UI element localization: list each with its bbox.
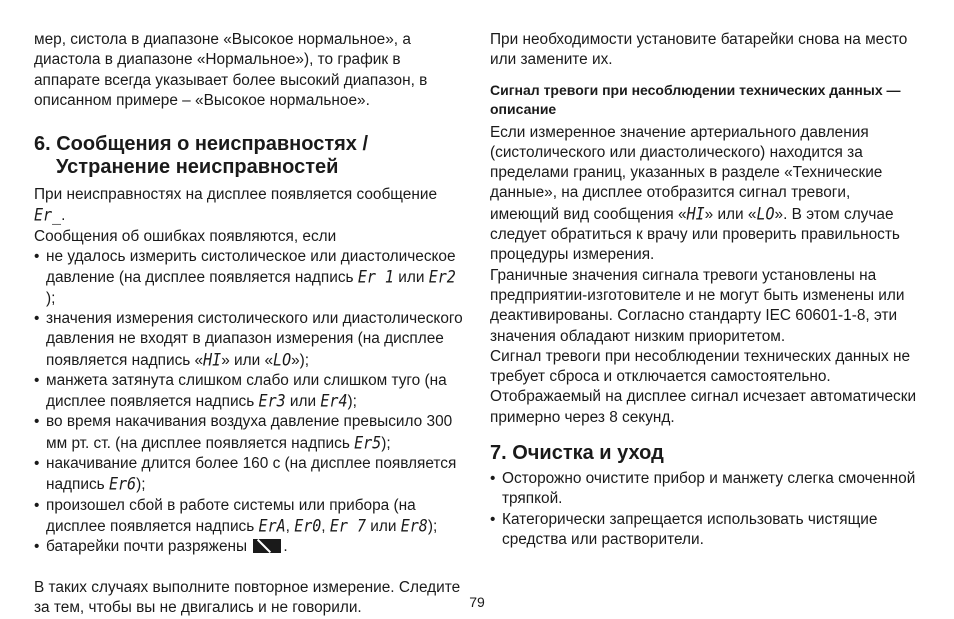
lcd-code-lo: LO bbox=[756, 203, 775, 225]
alarm-paragraph-1 bbox=[490, 123, 920, 266]
right-column bbox=[490, 30, 920, 550]
closing-paragraph: В таких случаях выполните повторное измерение. Следите за тем, чтобы вы не двигались и не говорили. bbox=[34, 578, 461, 616]
list-item bbox=[34, 309, 464, 371]
lcd-code-era: ErA bbox=[258, 515, 286, 537]
list-item-text: произошел сбой в работе системы или прибора (на дисплее появляется надпись bbox=[46, 496, 416, 535]
section-7-heading: 7. Очистка и уход bbox=[490, 442, 664, 465]
battery-paragraph: При необходимости установите батарейки снова на место или замените их. bbox=[490, 31, 908, 69]
list-item-text: »); bbox=[291, 351, 310, 369]
low-battery-icon bbox=[253, 539, 281, 553]
list-item-text: » или « bbox=[221, 351, 274, 369]
alarm-text: Если измеренное значение артериального давления (систолического или диастолического) находится за пределами границ, указанных в разделе «Технические данные», на дисплее отобразится сигнал тревоги, имеющий вид сообщения « bbox=[490, 123, 883, 223]
page-number: 79 bbox=[469, 594, 485, 610]
error-conditions-intro: Сообщения об ошибках появляются, если bbox=[34, 227, 337, 245]
list-item: • манжета затянута слишком слабо или слишком туго (на дисплее появляется надпись Er3 или Er4); bbox=[34, 371, 464, 413]
error-list bbox=[34, 247, 464, 557]
left-column bbox=[34, 30, 464, 618]
alarm-text: ». В этом случае следует обратиться к врачу или проверить правильность процедуры измерения. bbox=[490, 205, 900, 264]
lcd-code-er: Er_ bbox=[34, 205, 62, 226]
lcd-code-hi: HI bbox=[686, 203, 705, 225]
section-6-heading bbox=[34, 133, 464, 179]
lcd-code-er5: Er5 bbox=[354, 432, 382, 454]
alarm-paragraph-3: Сигнал тревоги при несоблюдении технических данных не требует сброса и отключается самостоятельно. Отображаемый на дисплее сигнал исчезает автоматически примерно через 8 секунд. bbox=[490, 347, 917, 426]
alarm-heading: Сигнал тревоги при несоблюдении технических данных — описание bbox=[490, 81, 901, 117]
intro-paragraph: мер, систола в диапазоне «Высокое нормальное», а диастола в диапазоне «Нормальное»), то график в аппарате всегда указывает более высокий диапазон, в описанном примере – «Высокое нормальное». bbox=[34, 31, 428, 109]
alarm-paragraph-2: Граничные значения сигнала тревоги установлены на предприятии-изготовителе и не могут быть изменены или деактивированы. Согласно стандарту IEC 60601-1-8, эти значения обладают низким приоритетом. bbox=[490, 266, 905, 345]
list-item: • во время накачивания воздуха давление превысило 300 мм рт. ст. (на дисплее появляется надпись Er5); bbox=[34, 412, 464, 454]
error-message-paragraph: При неисправностях на дисплее появляется сообщение Er_. bbox=[34, 186, 438, 226]
lcd-code-er3: Er3 bbox=[258, 390, 286, 412]
lcd-code-er0: Er0 bbox=[294, 515, 322, 537]
list-item: • батарейки почти разряжены . bbox=[34, 537, 464, 557]
list-item: • Категорически запрещается использовать чистящие средства или растворители. bbox=[490, 510, 920, 551]
lcd-code-er1: Er 1 bbox=[357, 267, 394, 288]
lcd-code-er7: Er 7 bbox=[329, 515, 366, 537]
lcd-code-er8: Er8 bbox=[400, 515, 428, 537]
lcd-code-hi: HI bbox=[203, 349, 222, 370]
lcd-code-er6: Er6 bbox=[108, 473, 137, 495]
list-item-text: или bbox=[289, 393, 317, 411]
lcd-code-er2: Er2 bbox=[428, 267, 456, 288]
section-6-heading-line1: 6. Сообщения о неисправностях / bbox=[34, 133, 369, 156]
list-item-text: не удалось измерить систолическое или диастолическое давление (на дисплее появляется надпись bbox=[46, 248, 456, 287]
list-item-text: накачивание длится более 160 с (на дисплее появляется надпись bbox=[46, 455, 457, 494]
list-item: • накачивание длится более 160 с (на дисплее появляется надпись Er6); bbox=[34, 454, 464, 496]
list-item-text: или bbox=[370, 517, 397, 535]
list-item: • Осторожно очистите прибор и манжету слегка смоченной тряпкой. bbox=[490, 469, 920, 510]
alarm-text: » или « bbox=[704, 205, 757, 223]
list-item: • произошел сбой в работе системы или прибора (на дисплее появляется надпись ErA, Er0, Er 7 или Er8); bbox=[34, 496, 464, 538]
lcd-code-er4: Er4 bbox=[320, 390, 348, 412]
list-item-text: во время накачивания воздуха давление превысило 300 мм рт. ст. (на дисплее появляется надпись bbox=[46, 413, 453, 452]
list-item-text: манжета затянута слишком слабо или слишком туго (на дисплее появляется надпись bbox=[46, 371, 447, 411]
list-item-text: или bbox=[398, 269, 425, 287]
error-message-text: При неисправностях на дисплее появляется сообщение bbox=[34, 186, 438, 204]
list-item-text: значения измерения систолического или диастолического давления не входят в диапазон измерения (на дисплее появляется надпись « bbox=[46, 309, 463, 369]
section-6-heading-line2: Устранение неисправностей bbox=[56, 156, 339, 179]
list-item: • не удалось измерить систолическое или диастолическое давление (на дисплее появляется надпись Er 1 или Er2); bbox=[34, 247, 464, 309]
list-item-text: батарейки почти разряжены bbox=[46, 538, 248, 556]
cleaning-list bbox=[490, 469, 920, 550]
lcd-code-lo: LO bbox=[273, 349, 292, 370]
